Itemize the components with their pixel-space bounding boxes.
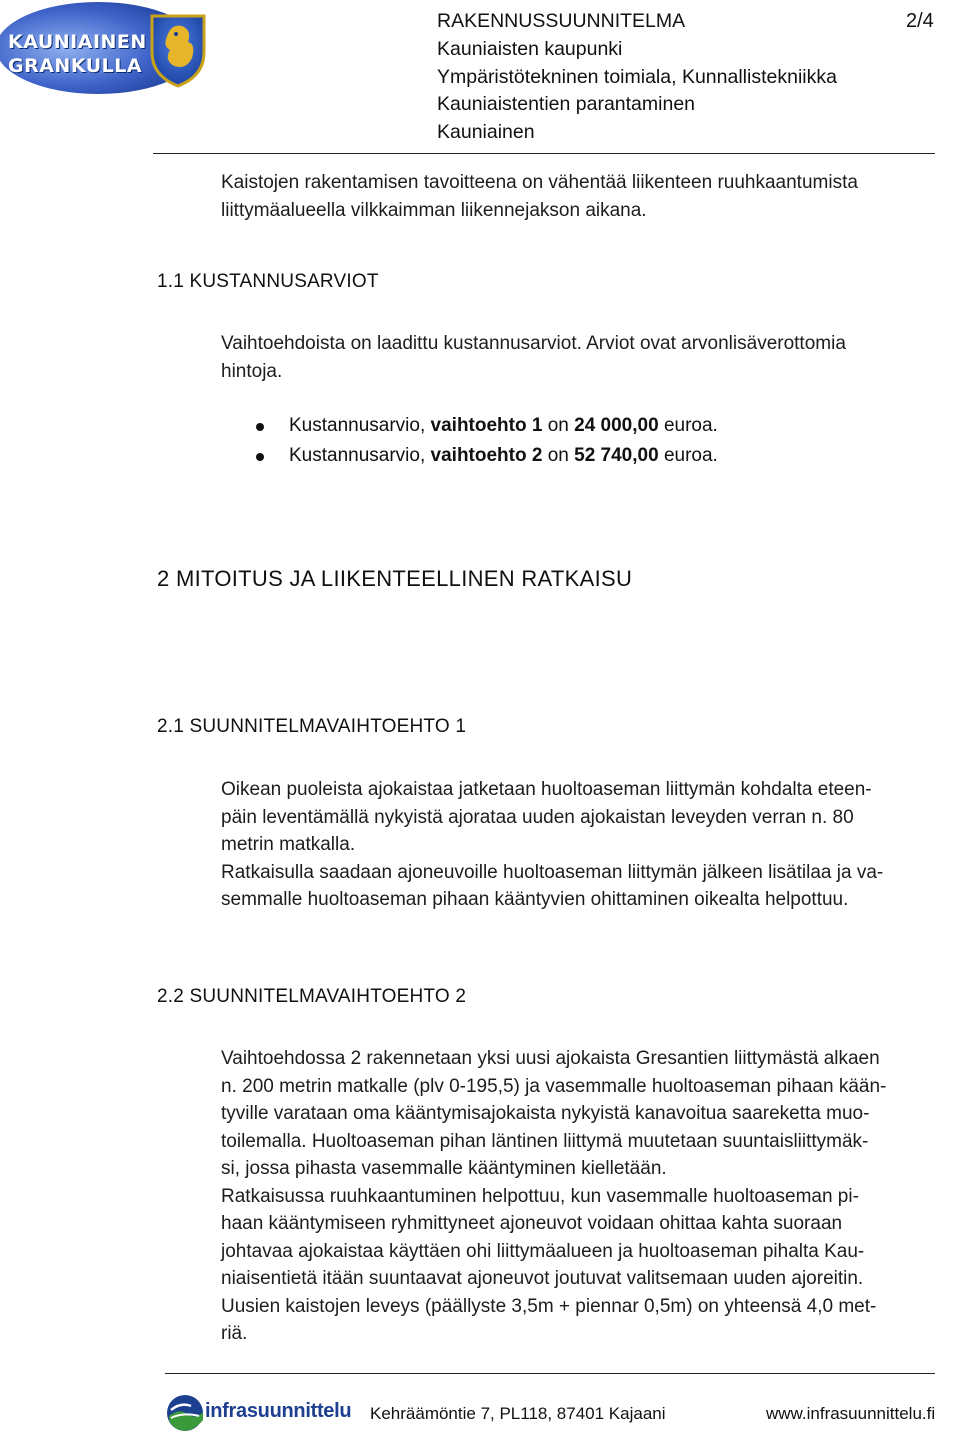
bullet-text: on [542, 445, 575, 466]
bullet-text: euroa. [658, 415, 718, 436]
footer-divider [165, 1373, 935, 1374]
paragraph-line: Vaihtoehdossa 2 rakennetaan yksi uusi ajokaista Gresantien liittymästä alkaen [221, 1048, 880, 1069]
paragraph-line: päin leventämällä nykyistä ajorataa uuden ajokaistan leveyden verran n. 80 [221, 806, 854, 828]
header-line-3: Ympäristötekninen toimiala, Kunnallistekniikka [437, 65, 837, 88]
bullet-icon [256, 423, 264, 431]
infrasuunnittelu-logo [165, 1392, 355, 1434]
paragraph-line: haan kääntymiseen ryhmittyneet ajoneuvot voidaan ohittaa kahta suoraan [221, 1213, 843, 1234]
bullet-text: euroa. [658, 445, 718, 466]
cost-bullet-item [289, 441, 718, 471]
logo-line-2: GRANKULLA [8, 55, 143, 77]
cost-line-2: hintoja. [221, 360, 283, 382]
paragraph-line: toilemalla. Huoltoaseman pihan läntinen liittymä muutetaan suuntaisliittymäk- [221, 1130, 869, 1152]
header-line-4: Kauniaistentien parantaminen [437, 93, 696, 116]
paragraph-line: niaisentietä itään suuntaavat ajoneuvot joutuvat valitsemaan uuden ajoreitin. [221, 1268, 864, 1289]
paragraph-line: semmalle huoltoaseman pihaan kääntyvien ohittaminen oikealta helpottuu. [221, 889, 849, 910]
footer-address: Kehräämöntie 7, PL118, 87401 Kajaani [370, 1404, 666, 1423]
header-line-5: Kauniainen [437, 121, 535, 144]
cost-bullet-item [289, 411, 718, 441]
bullet-text: Kustannusarvio, [289, 445, 431, 466]
intro-line-2: liittymäalueella vilkkaimman liikennejakson aikana. [221, 199, 647, 221]
option-1-paragraph [221, 776, 949, 914]
bullet-option: vaihtoehto 2 [430, 445, 543, 466]
section-heading-1-1: 1.1 KUSTANNUSARVIOT [157, 271, 379, 292]
paragraph-line: Ratkaisulla saadaan ajoneuvoille huoltoaseman liittymän jälkeen lisätilaa ja va- [221, 861, 884, 883]
document-header [437, 8, 837, 147]
header-line-2: Kauniaisten kaupunki [437, 37, 623, 60]
paragraph-line: si, jossa pihasta vasemmalle kääntyminen kielletään. [221, 1158, 667, 1179]
paragraph-line: Uusien kaistojen leveys (päällyste 3,5m + piennar 0,5m) on yhteensä 4,0 met- [221, 1295, 877, 1317]
paragraph-line: Ratkaisussa ruuhkaantuminen helpottuu, kun vasemmalle huoltoaseman pi- [221, 1185, 859, 1207]
intro-paragraph [221, 169, 949, 224]
section-heading-2: 2 MITOITUS JA LIIKENTEELLINEN RATKAISU [157, 566, 633, 591]
bullet-option: vaihtoehto 1 [430, 415, 543, 436]
section-heading-2-1: 2.1 SUUNNITELMAVAIHTOEHTO 1 [157, 716, 467, 737]
bullet-amount: 52 740,00 [574, 445, 659, 466]
footer-logo-text: infrasuunnittelu [205, 1400, 352, 1422]
section-heading-2-2: 2.2 SUUNNITELMAVAIHTOEHTO 2 [157, 986, 467, 1007]
paragraph-line: Oikean puoleista ajokaistaa jatketaan huoltoaseman liittymän kohdalta eteen- [221, 779, 872, 800]
kauniainen-logo [0, 0, 208, 96]
bullet-text: Kustannusarvio, [289, 415, 431, 436]
bullet-text: on [542, 415, 575, 436]
paragraph-line: tyville varataan oma kääntymisajokaista nykyistä kanavoitua saareketta muo- [221, 1103, 870, 1124]
paragraph-line: metrin matkalla. [221, 834, 356, 855]
header-divider [153, 153, 935, 154]
header-line-1: RAKENNUSSUUNNITELMA [437, 10, 686, 32]
page-number: 2/4 [906, 10, 934, 32]
intro-line-1: Kaistojen rakentamisen tavoitteena on vähentää liikenteen ruuhkaantumista [221, 172, 858, 193]
bullet-amount: 24 000,00 [574, 415, 659, 436]
bullet-icon [256, 453, 264, 461]
paragraph-line: johtavaa ajokaistaa käyttäen ohi liittymäalueen ja huoltoaseman pihalta Kau- [221, 1240, 865, 1262]
cost-line-1: Vaihtoehdoista on laadittu kustannusarviot. Arviot ovat arvonlisäverottomia [221, 333, 846, 354]
paragraph-line: riä. [221, 1323, 248, 1344]
logo-line-1: KAUNIAINEN [8, 31, 147, 53]
cost-bullet-list [289, 411, 718, 471]
cost-paragraph [221, 330, 949, 385]
footer-website-link[interactable]: www.infrasuunnittelu.fi [766, 1404, 936, 1423]
option-2-paragraph [221, 1045, 949, 1348]
globe-icon [165, 1392, 207, 1434]
paragraph-line: n. 200 metrin matkalle (plv 0-195,5) ja vasemmalle huoltoaseman pihaan kään- [221, 1075, 887, 1097]
